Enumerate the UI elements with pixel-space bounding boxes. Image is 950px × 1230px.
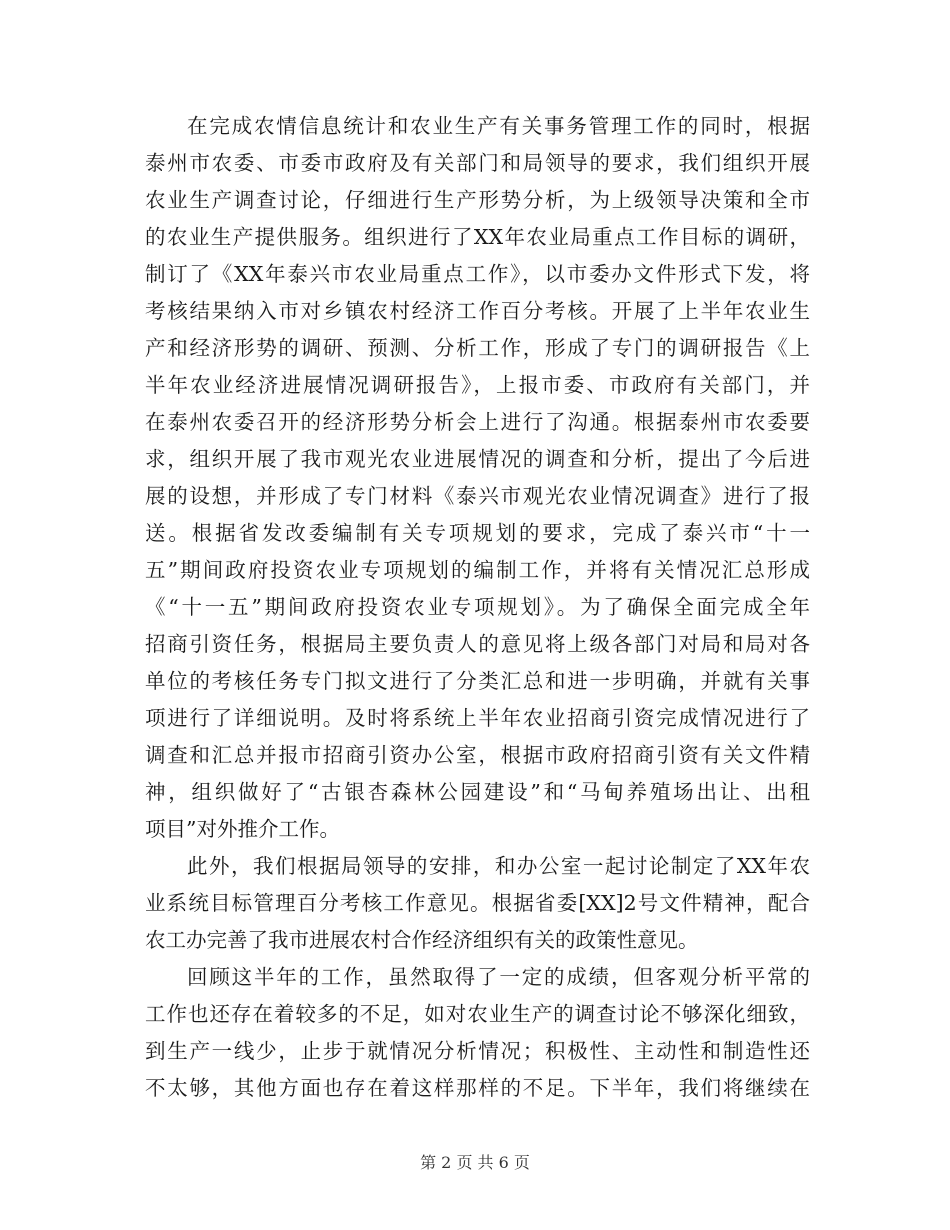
paragraph [145, 848, 810, 959]
text-line: 调查和汇总并报市招商引资办公室，根据市政府招商引资有关文件精 [145, 743, 810, 767]
text-line: 五”期间政府投资农业专项规划的编制工作，并将有关情况汇总形成 [145, 558, 810, 582]
text-line: 农工办完善了我市进展农村合作经济组织有关的政策性意见。 [145, 928, 699, 952]
text-line: 项目”对外推介工作。 [145, 817, 340, 841]
text-line: 农业生产调查讨论，仔细进行生产形势分析，为上级领导决策和全市 [145, 188, 810, 212]
text-line: 的农业生产提供服务。组织进行了XX年农业局重点工作目标的调研， [145, 225, 810, 249]
text-line: 招商引资任务，根据局主要负责人的意见将上级各部门对局和局对各 [145, 632, 810, 656]
text-line: 产和经济形势的调研、预测、分析工作，形成了专门的调研报告《上 [145, 336, 810, 360]
text-line: 业系统目标管理百分考核工作意见。根据省委[XX]2号文件精神，配合 [145, 891, 810, 915]
text-line: 半年农业经济进展情况调研报告》，上报市委、市政府有关部门，并 [145, 373, 810, 397]
text-line: 此外，我们根据局领导的安排，和办公室一起讨论制定了XX年农 [187, 854, 810, 878]
text-line: 在完成农情信息统计和农业生产有关事务管理工作的同时，根据 [187, 114, 810, 138]
text-line: 考核结果纳入市对乡镇农村经济工作百分考核。开展了上半年农业生 [145, 299, 810, 323]
text-line: 在泰州农委召开的经济形势分析会上进行了沟通。根据泰州市农委要 [145, 410, 810, 434]
text-line: 项进行了详细说明。及时将系统上半年农业招商引资完成情况进行了 [145, 706, 810, 730]
text-line: 神，组织做好了“古银杏森林公园建设”和“马甸养殖场出让、出租 [145, 780, 810, 804]
text-line: 求，组织开展了我市观光农业进展情况的调查和分析，提出了今后进 [145, 447, 810, 471]
document-body [145, 108, 810, 1107]
text-line: 送。根据省发改委编制有关专项规划的要求，完成了泰兴市“十一 [145, 521, 810, 545]
text-line: 制订了《XX年泰兴市农业局重点工作》，以市委办文件形式下发，将 [145, 262, 810, 286]
text-line: 回顾这半年的工作，虽然取得了一定的成绩，但客观分析平常的 [187, 965, 810, 989]
text-line: 到生产一线少，止步于就情况分析情况；积极性、主动性和制造性还 [145, 1039, 810, 1063]
paragraph [145, 108, 810, 848]
text-line: 单位的考核任务专门拟文进行了分类汇总和进一步明确，并就有关事 [145, 669, 810, 693]
paragraph [145, 959, 810, 1107]
text-line: 泰州市农委、市委市政府及有关部门和局领导的要求，我们组织开展 [145, 151, 810, 175]
text-line: 展的设想，并形成了专门材料《泰兴市观光农业情况调查》进行了报 [145, 484, 810, 508]
text-line: 《“十一五”期间政府投资农业专项规划》。为了确保全面完成全年 [145, 595, 810, 619]
text-line: 不太够，其他方面也存在着这样那样的不足。下半年，我们将继续在 [145, 1076, 810, 1100]
page-footer: 第 2 页 共 6 页 [420, 1153, 530, 1172]
text-line: 工作也还存在着较多的不足，如对农业生产的调查讨论不够深化细致， [145, 1002, 810, 1026]
